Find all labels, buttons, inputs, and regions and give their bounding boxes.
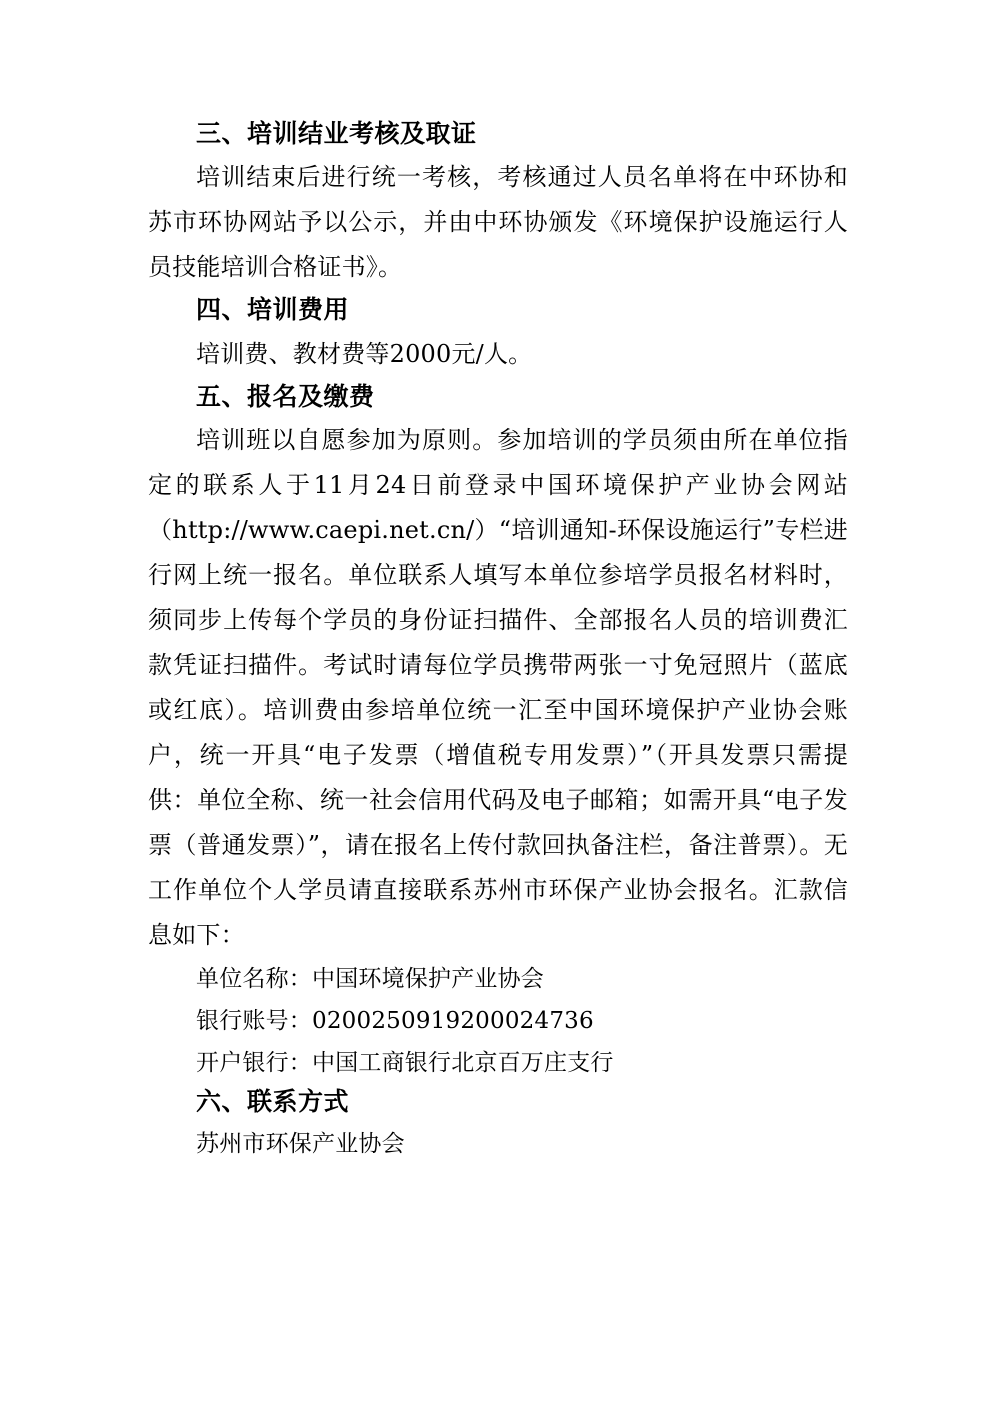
- remittance-account-number: 银行账号：0200250919200024736: [196, 1007, 594, 1034]
- section-heading-6: 六、联系方式: [196, 1086, 350, 1116]
- section-5-paragraph-1: 培训班以自愿参加为原则。参加培训的学员须由所在单位指定的联系人于11月24日前登录中国环境保护产业协会网站（http://www.caepi.net.cn/）“培训通知-环保设施运行”专栏进行网上统一报名。单位联系人填写本单位参培学员报名材料时，须同步上传每个学员的身份证扫描件、全部报名人员的培训费汇款凭证扫描件。考试时请每位学员携带两张一寸免冠照片（蓝底或红底）。培训费由参培单位统一汇至中国环境保护产业协会账户，统一开具“电子发票（增值税专用发票）”（开具发票只需提供：单位全称、统一社会信用代码及电子邮箱；如需开具“电子发票（普通发票）”，请在报名上传付款回执备注栏，备注普票）。无工作单位个人学员请直接联系苏州市环保产业协会报名。汇款信息如下：: [148, 425, 848, 949]
- section-heading-4: 四、培训费用: [196, 295, 350, 325]
- section-heading-3: 三、培训结业考核及取证: [196, 119, 477, 148]
- remittance-bank-name: 开户银行：中国工商银行北京百万庄支行: [196, 1049, 614, 1076]
- section-4-paragraph-1: 培训费、教材费等2000元/人。: [196, 339, 533, 368]
- remittance-company-name: 单位名称：中国环境保护产业协会: [196, 965, 544, 992]
- section-heading-5: 五、报名及缴费: [196, 381, 375, 411]
- section-3-paragraph-1: 培训结束后进行统一考核，考核通过人员名单将在中环协和苏市环协网站予以公示，并由中环协颁发《环境保护设施运行人员技能培训合格证书》。: [148, 163, 848, 282]
- document-body: [148, 118, 848, 1165]
- contact-organization: 苏州市环保产业协会: [196, 1131, 405, 1157]
